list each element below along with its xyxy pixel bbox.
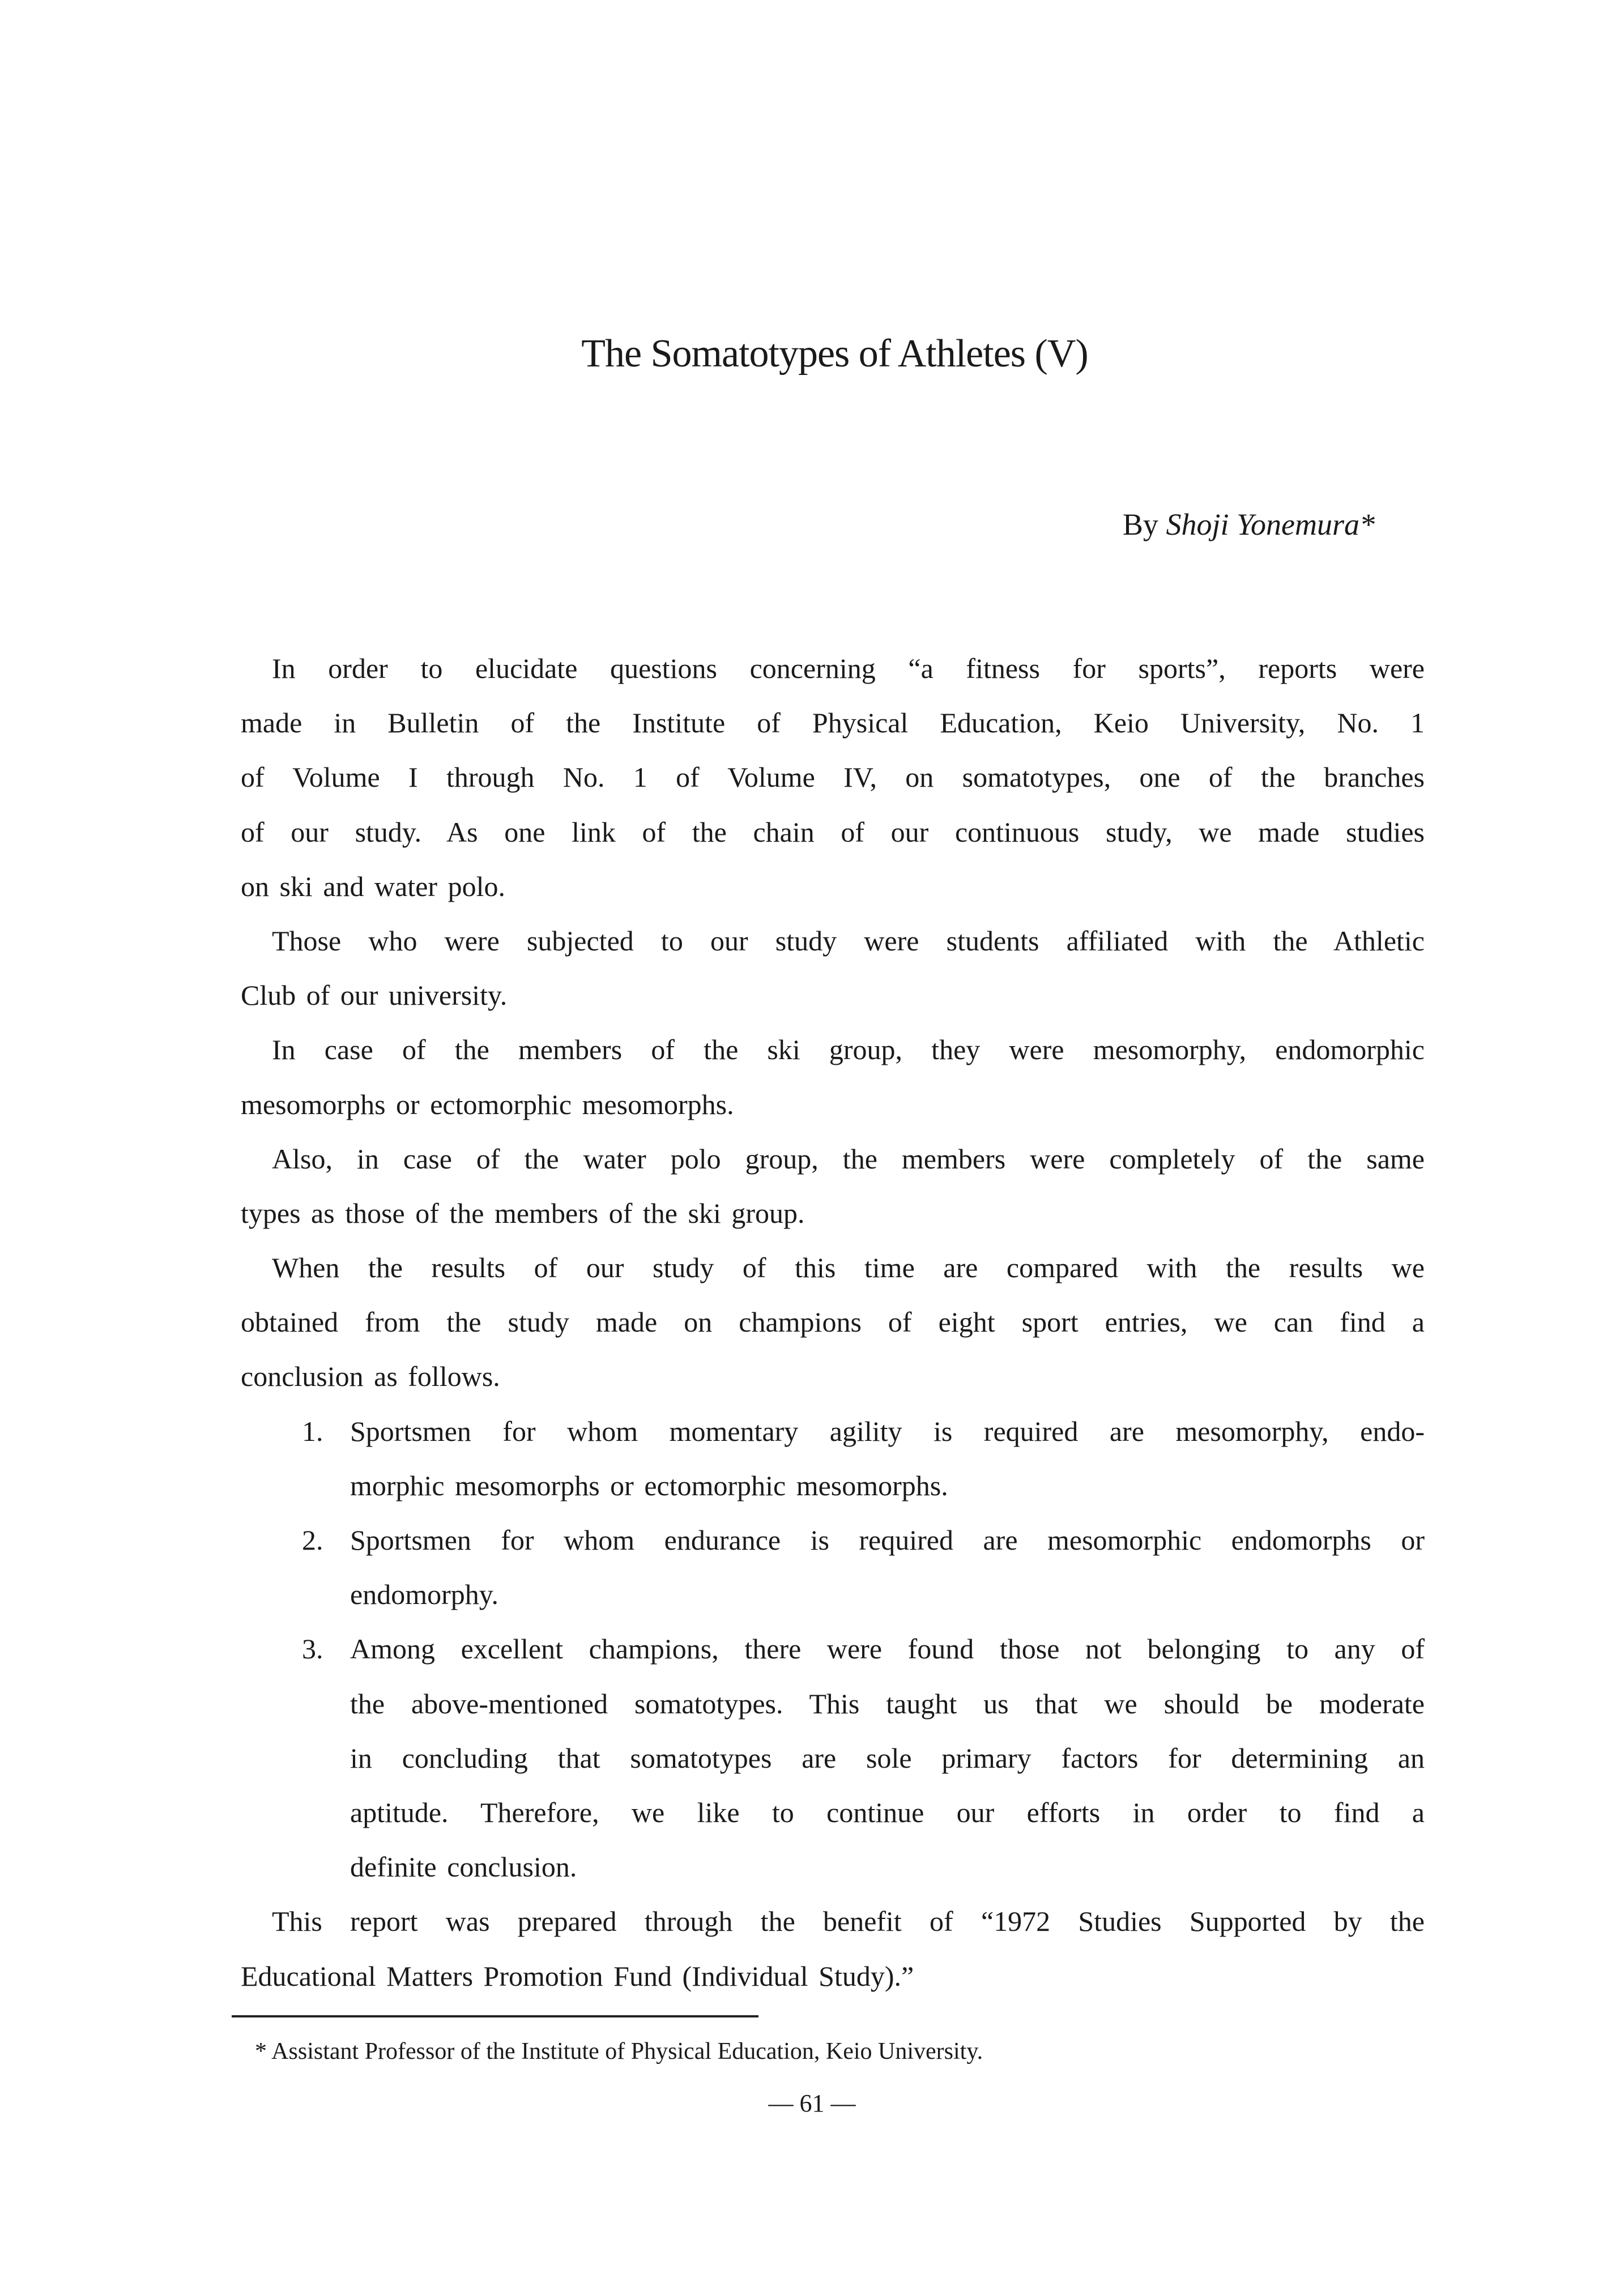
list-item-line bbox=[241, 1513, 1425, 1567]
paragraph-line: In case of the members of the ski group, they were mesomorphy, endomorphic bbox=[272, 1034, 1425, 1066]
list-item-line bbox=[241, 1458, 1425, 1513]
paragraph-line: In order to elucidate questions concerning “a fitness for sports”, reports were bbox=[272, 652, 1425, 684]
list-item-line bbox=[241, 1567, 1425, 1622]
list-item-text: endomorphy. bbox=[350, 1579, 498, 1611]
list-number bbox=[241, 1840, 350, 1894]
list-item-text: Sportsmen for whom momentary agility is required are mesomorphy, endo- bbox=[350, 1415, 1425, 1447]
list-item-text: aptitude. Therefore, we like to continue our efforts in order to find a bbox=[350, 1796, 1425, 1828]
paragraph-line: This report was prepared through the benefit of “1972 Studies Supported by the bbox=[272, 1905, 1425, 1938]
paragraph-line: Club of our university. bbox=[241, 979, 508, 1012]
list-item-text: Sportsmen for whom endurance is required are mesomorphic endomorphs or bbox=[350, 1524, 1425, 1556]
list-item-text: in concluding that somatotypes are sole primary factors for determining an bbox=[350, 1742, 1425, 1774]
list-item-line bbox=[241, 1731, 1425, 1785]
paragraph-line: Educational Matters Promotion Fund (Individual Study).” bbox=[241, 1960, 914, 1992]
footnote-divider bbox=[232, 2015, 758, 2017]
paragraph-line: Those who were subjected to our study were students affiliated with the Athletic bbox=[272, 924, 1425, 957]
paragraph-line: types as those of the members of the ski group. bbox=[241, 1197, 805, 1229]
list-number bbox=[241, 1785, 350, 1840]
abstract-body bbox=[241, 641, 1425, 2003]
list-number bbox=[241, 1458, 350, 1513]
list-item-text: definite conclusion. bbox=[350, 1851, 577, 1883]
list-item-line bbox=[241, 1622, 1425, 1676]
author-name: Shoji Yonemura* bbox=[1166, 507, 1375, 541]
list-number: 2. bbox=[302, 1524, 323, 1556]
list-item-line bbox=[241, 1840, 1425, 1894]
list-number: 3. bbox=[302, 1633, 323, 1665]
paragraph-line: of our study. As one link of the chain of our continuous study, we made studies bbox=[241, 816, 1425, 848]
list-item-text: morphic mesomorphs or ectomorphic mesomorphs. bbox=[350, 1469, 948, 1501]
paragraph-line: When the results of our study of this time are compared with the results we bbox=[272, 1252, 1425, 1284]
list-item-line bbox=[241, 1785, 1425, 1840]
list-item-text: the above-mentioned somatotypes. This taught us that we should be moderate bbox=[350, 1687, 1425, 1720]
page-number: — 61 — bbox=[768, 2089, 856, 2117]
paragraph-line: of Volume I through No. 1 of Volume IV, on somatotypes, one of the branches bbox=[241, 761, 1425, 794]
list-item-line bbox=[241, 1404, 1425, 1458]
list-number bbox=[241, 1677, 350, 1731]
byline bbox=[1123, 507, 1375, 542]
list-number: 1. bbox=[302, 1415, 323, 1447]
paragraph-line: mesomorphs or ectomorphic mesomorphs. bbox=[241, 1088, 734, 1120]
footnote: * Assistant Professor of the Institute of Physical Education, Keio University. bbox=[255, 2038, 983, 2064]
paragraph-line: Also, in case of the water polo group, the members were completely of the same bbox=[272, 1142, 1425, 1175]
list-item-text: Among excellent champions, there were found those not belonging to any of bbox=[350, 1633, 1425, 1665]
list-number bbox=[241, 1731, 350, 1785]
list-number bbox=[241, 1567, 350, 1622]
paragraph-line: conclusion as follows. bbox=[241, 1360, 500, 1393]
list-item-line bbox=[241, 1677, 1425, 1731]
byline-prefix: By bbox=[1122, 507, 1158, 541]
paragraph-line: made in Bulletin of the Institute of Physical Education, Keio University, No. 1 bbox=[241, 707, 1425, 739]
paper-title: The Somatotypes of Athletes (V) bbox=[581, 332, 1088, 376]
paragraph-line: obtained from the study made on champions of eight sport entries, we can find a bbox=[241, 1306, 1425, 1338]
paragraph-line: on ski and water polo. bbox=[241, 870, 505, 902]
